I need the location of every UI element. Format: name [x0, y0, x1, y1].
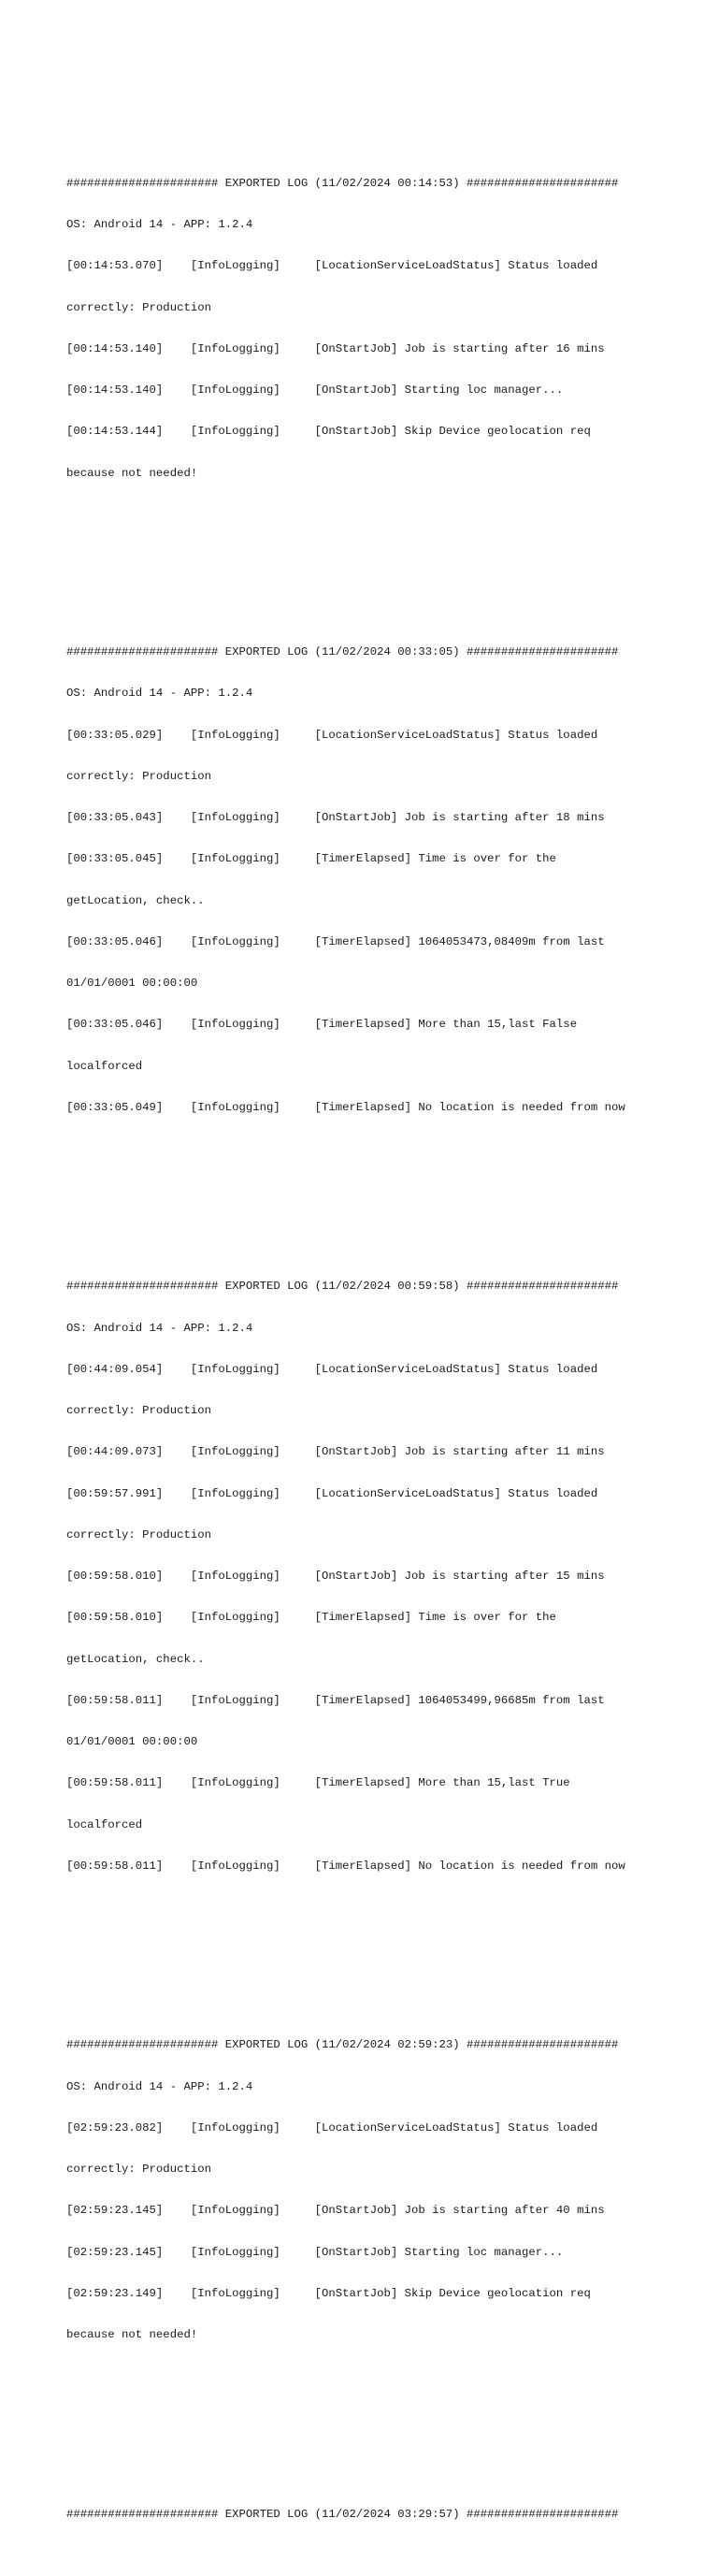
block-separator [66, 535, 702, 576]
log-block [66, 149, 702, 508]
log-entry-line: correctly: Production [66, 1527, 211, 1541]
log-entry-line: [00:44:09.054] [InfoLogging] [LocationServiceLoadStatus] Status loaded [66, 1362, 598, 1376]
log-entry-line: [00:44:09.073] [InfoLogging] [OnStartJob] Job is starting after 11 mins [66, 1445, 605, 1459]
log-entry-line: [00:14:53.140] [InfoLogging] [OnStartJob] Starting loc manager... [66, 384, 564, 397]
os-info-line: OS: Android 14 - APP: 1.2.4 [66, 687, 253, 701]
log-block [66, 2011, 702, 2370]
log-entry-line: [00:59:57.991] [InfoLogging] [LocationServiceLoadStatus] Status loaded [66, 1486, 598, 1500]
log-entry-line: [02:59:23.149] [InfoLogging] [OnStartJob] Skip Device geolocation req [66, 2286, 591, 2300]
log-entry-line: [00:33:05.045] [InfoLogging] [TimerElapsed] Time is over for the [66, 852, 556, 866]
log-header: ###################### EXPORTED LOG (11/02/2024 00:33:05) ###################### [66, 645, 619, 658]
log-entry-line: [00:33:05.046] [InfoLogging] [TimerElapsed] More than 15,last False [66, 1018, 578, 1032]
log-header: ###################### EXPORTED LOG (11/02/2024 00:14:53) ###################### [66, 176, 619, 190]
log-entry-line: 01/01/0001 00:00:00 [66, 977, 198, 990]
os-info-line: OS: Android 14 - APP: 1.2.4 [66, 218, 253, 231]
log-entry-line: 01/01/0001 00:00:00 [66, 1735, 198, 1748]
log-entry-line: getLocation, check.. [66, 1652, 205, 1666]
log-block [66, 2480, 702, 2549]
log-entry-line: correctly: Production [66, 2163, 211, 2176]
log-block [66, 618, 702, 1143]
log-entry-line: [02:59:23.145] [InfoLogging] [OnStartJob] Job is starting after 40 mins [66, 2204, 605, 2218]
log-entry-line: getLocation, check.. [66, 893, 205, 907]
log-entry-line: [00:59:58.011] [InfoLogging] [TimerElapsed] No location is needed from now [66, 1859, 625, 1873]
log-entry-line: [00:33:05.043] [InfoLogging] [OnStartJob] Job is starting after 18 mins [66, 811, 605, 824]
log-entry-line: [00:33:05.029] [InfoLogging] [LocationServiceLoadStatus] Status loaded [66, 728, 598, 742]
log-entry-line: correctly: Production [66, 1404, 211, 1417]
log-entry-line: [02:59:23.145] [InfoLogging] [OnStartJob] Starting loc manager... [66, 2245, 564, 2259]
log-entry-line: [00:14:53.070] [InfoLogging] [LocationServiceLoadStatus] Status loaded [66, 259, 598, 273]
log-entry-line: localforced [66, 1817, 143, 1831]
block-separator [66, 1170, 702, 1211]
log-entry-line: [02:59:23.082] [InfoLogging] [LocationServiceLoadStatus] Status loaded [66, 2120, 598, 2135]
log-entry-line: [00:14:53.144] [InfoLogging] [OnStartJob] Skip Device geolocation req [66, 425, 591, 439]
log-header: ###################### EXPORTED LOG (11/02/2024 03:29:57) ###################### [66, 2507, 619, 2521]
log-entry-line: [00:33:05.049] [InfoLogging] [TimerElapsed] No location is needed from now [66, 1100, 625, 1114]
log-document [66, 108, 702, 2576]
log-entry-line: [00:59:58.011] [InfoLogging] [TimerElapsed] More than 15,last True [66, 1776, 570, 1790]
log-block [66, 1252, 702, 1901]
log-entry-line: because not needed! [66, 2328, 198, 2341]
log-entry-line: [00:59:58.010] [InfoLogging] [OnStartJob] Job is starting after 15 mins [66, 1570, 605, 1583]
os-info-line: OS: Android 14 - APP: 1.2.4 [66, 1321, 253, 1335]
log-entry-line: [00:33:05.046] [InfoLogging] [TimerElapsed] 1064053473,08409m from last [66, 934, 605, 948]
log-entry-line: localforced [66, 1059, 143, 1073]
log-entry-line: because not needed! [66, 466, 198, 480]
block-separator [66, 2397, 702, 2439]
log-entry-line: correctly: Production [66, 300, 211, 314]
log-entry-line: correctly: Production [66, 769, 211, 783]
log-header: ###################### EXPORTED LOG (11/02/2024 02:59:23) ###################### [66, 2038, 619, 2052]
log-entry-line: [00:14:53.140] [InfoLogging] [OnStartJob] Job is starting after 16 mins [66, 341, 605, 355]
log-entry-line: [00:59:58.010] [InfoLogging] [TimerElapsed] Time is over for the [66, 1611, 556, 1625]
log-header: ###################### EXPORTED LOG (11/02/2024 00:59:58) ###################### [66, 1280, 619, 1294]
log-entry-line: [00:59:58.011] [InfoLogging] [TimerElapsed] 1064053499,96685m from last [66, 1693, 605, 1707]
os-info-line: OS: Android 14 - APP: 1.2.4 [66, 2079, 253, 2093]
block-separator [66, 1929, 702, 1970]
